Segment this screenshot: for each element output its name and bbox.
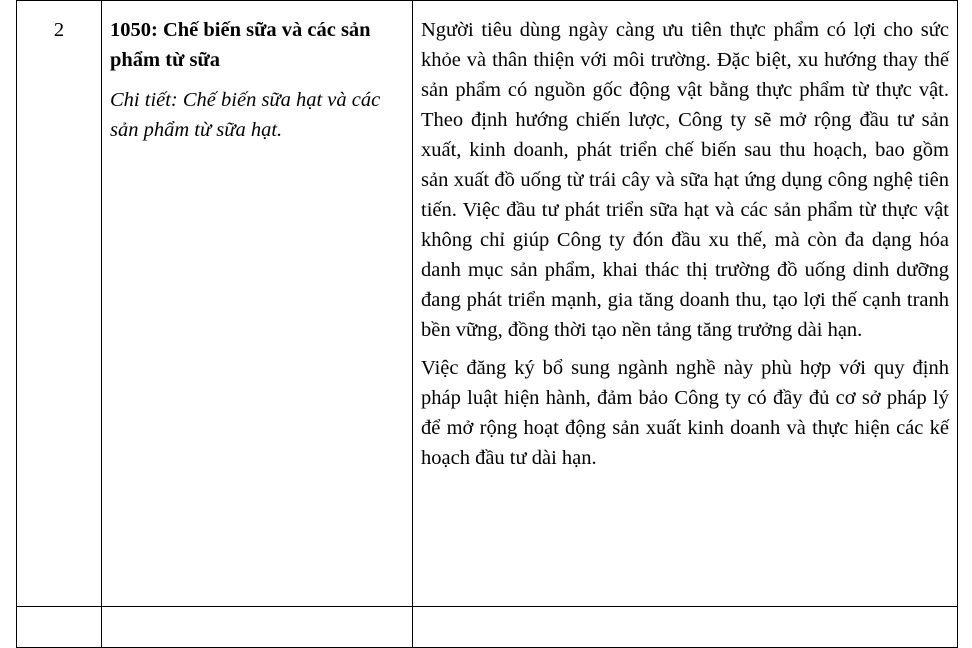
- empty-cell: [17, 607, 102, 648]
- description-paragraph-2: Việc đăng ký bổ sung ngành nghề này phù hợp với quy định pháp luật hiện hành, đảm bảo Công ty có đầy đủ cơ sở pháp lý để mở rộng hoạt động sản xuất kinh doanh và thực hiện các kế hoạch đầu tư dài hạn.: [421, 357, 949, 469]
- table-row: [17, 1, 958, 607]
- row-number: 2: [53, 19, 65, 41]
- empty-cell: [102, 607, 413, 648]
- table-row-partial: [17, 607, 958, 648]
- industry-title: 1050: Chế biến sữa và các sản phẩm từ sữa: [110, 19, 371, 71]
- industry-name-cell: [102, 1, 413, 607]
- industry-detail: Chi tiết: Chế biến sữa hạt và các sản phẩm từ sữa hạt.: [110, 89, 381, 141]
- empty-cell: [413, 607, 958, 648]
- industry-table: [16, 0, 958, 648]
- description-paragraph-1: Người tiêu dùng ngày càng ưu tiên thực phẩm có lợi cho sức khỏe và thân thiện với môi trường. Đặc biệt, xu hướng thay thế sản phẩm có nguồn gốc động vật bằng thực phẩm từ thực vật. Theo định hướng chiến lược, Công ty sẽ mở rộng đầu tư sản xuất, kinh doanh, phát triển chế biến sau thu hoạch, bao gồm sản xuất đồ uống từ trái cây và sữa hạt ứng dụng công nghệ tiên tiến. Việc đầu tư phát triển sữa hạt và các sản phẩm từ thực vật không chỉ giúp Công ty đón đầu xu thế, mà còn đa dạng hóa danh mục sản phẩm, khai thác thị trường đồ uống dinh dưỡng đang phát triển mạnh, gia tăng doanh thu, tạo lợi thế cạnh tranh bền vững, đồng thời tạo nền tảng tăng trưởng dài hạn.: [421, 19, 949, 341]
- row-number-cell: [17, 1, 102, 607]
- description-cell: [413, 1, 958, 607]
